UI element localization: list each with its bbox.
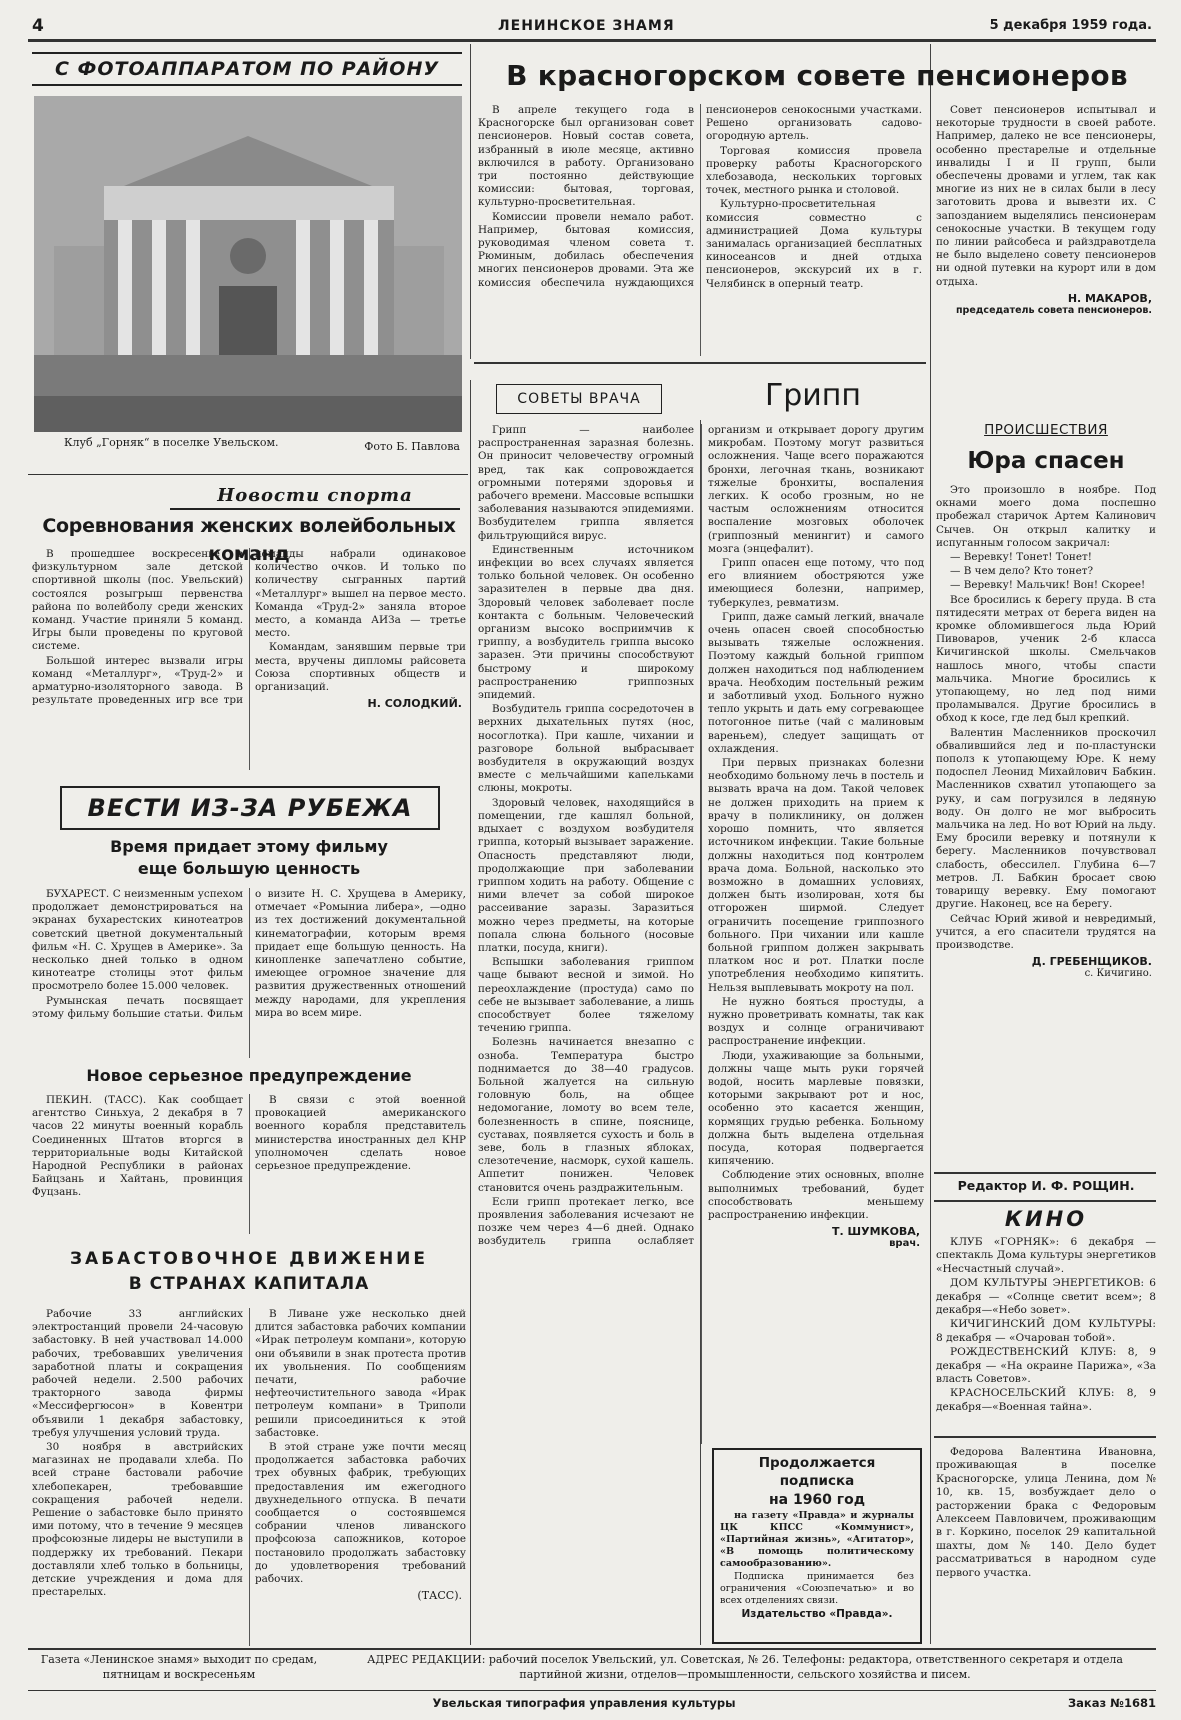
strike-headline: ЗАБАСТОВОЧНОЕ ДВИЖЕНИЕ В СТРАНАХ КАПИТАЛА — [69, 1249, 429, 1294]
flu-paragraph: Единственным источником инфекции во всех случаях является только больной человек. Он особенно заразителен в первые два дня. Здоровый человек заболевает после контакта с больным. Человеческий организм высоко восприимчив к гриппу, а возбудитель гриппа высоко заразен. Эти причины способствуют быстрому и широкому распространению гриппозных эпидемий. — [478, 543, 694, 702]
divorce-notice: Федорова Валентина Ивановна, проживающая в поселке Красногорске, улица Ленина, дом № 10, кв. 15, возбуждает дело о расторжении брака с Федоровым Алексеем Павловичем, проживающим в г. Коркино, поселок 29 капитальной шахты, дом № 140. Дело будет рассматриваться в народном суде первого участка. — [936, 1446, 1156, 1579]
pensioners-author-title: председатель совета пенсионеров. — [955, 304, 1152, 316]
incident-place: с. Кичигино. — [1084, 968, 1152, 980]
pensioners-paragraph: Совет пенсионеров испытывал и некоторые трудности в своей работе. Например, далеко не все пенсионеры, особенно престарелые и отдельные инвалиды I и II групп, были обеспечены дровами и углем, так как многие из них не в силах были в лесу заготовить дрова и вывезти их. С запозданием выделялись пенсионерам сенокосные участки. В текущем году по линии райсобеса и райздравотдела не было выделено совету пенсионеров ни одной путевки на курорт или в дом отдыха. — [936, 104, 1156, 288]
photo-credit: Фото Б. Павлова — [364, 440, 460, 453]
editor-line: Редактор И. Ф. РОЩИН. — [957, 1178, 1135, 1193]
flu-paragraph: Грипп опасен еще потому, что под его влиянием обостряются уже имеющиеся болезни, например, туберкулез, ревматизм. — [708, 557, 924, 609]
cinema-item: КРАСНОСЕЛЬСКИЙ КЛУБ: 8, 9 декабря—«Военная тайна». — [936, 1387, 1156, 1413]
pensioners-article — [478, 104, 922, 356]
pensioners-paragraph: Культурно-просветительная комиссия совместно с администрацией Дома культуры занималась организацией бесплатных киносеансов и дней отдыха пенсионеров, экскурсий их в г. Челябинск в оперный театр. — [706, 198, 922, 290]
subscription-text: на газету «Правда» и журналы ЦК КПСС «Коммунист», «Партийная жизнь», «Агитатор», «В помощь политическому самообразованию». — [720, 1510, 914, 1569]
flu-paragraph: При первых признаках болезни необходимо больному лечь в постель и вызвать врача на дом. Такой человек не должен приходить на прием к врачу в поликлинику, он должен хорошо помнить, что является источником инфекции. Такие больные должны находиться под контролем врача дома. Больной, насколько это возможно в домашних условиях, должен быть изолирован, хотя бы отгорожен ширмой. Следует ограничить посещение гриппозного больного. При чихании или кашле больной гриппом должен закрывать платком нос и рот. Платки после употребления необходимо кипятить. Нельзя выплевывать мокроту на пол. — [708, 757, 924, 994]
incident-paragraph: — Веревку! Тонет! Тонет! — [950, 551, 1092, 564]
incident-paragraph: Валентин Масленников проскочил обвалившийся лед и по-пластунски пополз к утопающему Юре. К нему подоспел Леонид Михайлович Бабкин. Масленников схватил утопающего за руку, и сам погрузился в ледяную воду. Он долго не мог выбросить мальчика на лед. Но вот Юрий на льду. Ему бросили веревку и потянули к берегу. Масленников почувствовал слабость, обессилел. Глубина 6—7 метров. Л. Бабкин бросает свою товарищу веревку. Ему помогают другие. Наконец, все на берегу. — [936, 726, 1156, 911]
footer-order: Заказ №1681 — [1067, 1696, 1156, 1710]
footer-rule — [28, 1648, 1156, 1650]
flu-paragraph: Возбудитель гриппа сосредоточен в верхних дыхательных путях (нос, носоглотка). При кашле, чихании и разговоре больной выбрасывает возбудителя в окружающий воздух вместе с мельчайшими капельками слюны, мокроты. — [478, 703, 694, 795]
newspaper-name: ЛЕНИНСКОЕ ЗНАМЯ — [498, 18, 675, 34]
warning-paragraph: ПЕКИН. (ТАСС). Как сообщает агентство Синьхуа, 2 декабря в 7 часов 22 минуты военный корабль Соединенных Штатов вторгся в территориальные воды Китайской Народной Республики в районах Байцзань и Хайтань, провинция Фуцзань. — [32, 1094, 243, 1199]
incident-paragraph: — В чем дело? Кто тонет? — [950, 565, 1094, 578]
incident-paragraph: Это произошло в ноябре. Под окнами моего дома поспешно пробежал старичок Артем Калинович Сычев. Он открыл калитку и испуганным голосом закричал: — [936, 484, 1156, 549]
sport-paragraph: Большой интерес вызвали игры команд «Металлург», «Труд-2» и арматурно-изоляторного завода. В результате проведенных игр все три команды набрали одинаковое количество очков. И только по количеству сыгранных партий «Металлург» вышел на первое место. Команда «Труд-2» заняла второе место, а команда АИЗа — третье место. — [32, 548, 466, 707]
flu-paragraph: Вспышки заболевания гриппом чаще бывают весной и зимой. Но переохлаждение (простуда) само по себе не вызывает заболевание, а лишь способствует более тяжелому течению гриппа. — [478, 956, 694, 1035]
column-rule — [470, 380, 471, 1645]
cinema-item: РОЖДЕСТВЕНСКИЙ КЛУБ: 8, 9 декабря — «На окраине Парижа», «За власть Советов». — [936, 1346, 1156, 1386]
footer-rule — [28, 1690, 1156, 1691]
photo-caption-row — [34, 436, 462, 454]
subscription-year: на 1960 год — [768, 1492, 866, 1508]
flu-rubric: СОВЕТЫ ВРАЧА — [496, 384, 662, 414]
flu-author: Т. ШУМКОВА, — [832, 1225, 920, 1239]
warning-article — [32, 1094, 466, 1234]
film-headline: Время придает этому фильму еще большую ценность — [110, 837, 388, 878]
section-rule — [28, 474, 468, 475]
strike-paragraph: В Ливане уже несколько дней длится забастовка рабочих компании «Ирак петролеум компани», которую они объявили в знак протеста против их увольнения. По сообщениям печати, рабочие нефтеочистительного завода «Ирак петролеум компани» в Триполи решили присоединиться к этой забастовке. — [255, 1308, 466, 1439]
pensioners-author: Н. МАКАРОВ, — [1067, 291, 1152, 305]
subscription-note: Подписка принимается без ограничения «Союзпечатью» и во всех отделениях связи. — [720, 1571, 914, 1606]
incident-article — [936, 484, 1156, 1170]
cinema-item: КЛУБ «ГОРНЯК»: 6 декабря — спектакль Дома культуры энергетиков «Несчастный случай». — [936, 1236, 1156, 1275]
issue-date: 5 декабря 1959 года. — [989, 18, 1152, 33]
column-rule — [930, 44, 931, 1644]
film-paragraph: Румынская печать посвящает этому фильму большие статьи. Фильм о визите Н. С. Хрущева в Америку, отмечает «Ромыниа либера», —одно из тех достижений документальной кинематографии, которым время придает еще большую ценность. На кинопленке запечатлено событие, имеющее огромное значение для развития дружественных отношений между народами, для укрепления мира во всем мире. — [32, 888, 466, 1020]
cinema-rubric: КИНО — [1004, 1207, 1088, 1231]
incident-author: Д. ГРЕБЕНЩИКОВ. — [1031, 955, 1152, 969]
strike-source: (ТАСС). — [417, 1589, 462, 1603]
subscription-headline: Продолжается подписка — [758, 1455, 876, 1489]
flu-paragraph: Грипп — наиболее распространенная заразная болезнь. Он приносит человечеству огромный вред, так как сопровождается огромными потерями здоровья и рабочего времени. Массовые вспышки заболевания называются эпидемиями. Возбудителем гриппа является фильтрующийся вирус. — [478, 424, 694, 542]
flu-paragraph: Соблюдение этих основных, вполне выполнимых требований, будет способствовать меньшему распространению инфекции. — [708, 1169, 924, 1221]
flu-paragraph: Не нужно бояться простуды, а нужно проветривать комнаты, так как воздух и солнце ограничивают распространение инфекции. — [708, 995, 924, 1048]
sport-paragraph: В прошедшее воскресенье в физкультурном зале детской спортивной школы (пос. Увельский) состоялся розыгрыш первенства района по волейболу среди женских команд. Участие приняли 5 команд. Игры были проведены по круговой системе. — [32, 548, 243, 653]
film-article — [32, 888, 466, 1058]
section-rule — [934, 1436, 1156, 1438]
sport-headline: Соревнования женских волейбольных команд — [42, 515, 456, 565]
column-rule — [470, 44, 471, 359]
cinema-item: ДОМ КУЛЬТУРЫ ЭНЕРГЕТИКОВ: 6 декабря — «Солнце светит всем»; 8 декабря—«Небо зовет». — [936, 1277, 1156, 1317]
footer-schedule: Газета «Ленинское знамя» выходит по средам, пятницам и воскресеньям — [40, 1653, 318, 1681]
section-rule — [934, 1172, 1156, 1174]
flu-article — [478, 424, 924, 1444]
incident-rubric: ПРОИСШЕСТВИЯ — [984, 422, 1108, 438]
warning-headline: Новое серьезное предупреждение — [86, 1066, 412, 1085]
pensioners-paragraph: Комиссии провели немало работ. Например, бытовая комиссия, руководимая членом совета т. Рюминым, добилась обеспечения многих пенсионеров дровами. Эта же комиссия обеспечила нуждающихся пенсионеров сенокосными участками. Решено организовать садово-огородную артель. — [478, 104, 922, 289]
strike-paragraph: Рабочие 33 английских электростанций провели 24-часовую забастовку. В ней участвовал 14.000 рабочих, требовавших увеличения заработной платы и сокращения рабочей недели. 2.500 рабочих тракторного завода фирмы «Мессифергюсон» в Ковентри объявили 1 декабря забастовку, требуя улучшения условий труда. — [32, 1308, 243, 1439]
club-building-icon — [34, 96, 462, 432]
pensioners-article-cont — [936, 104, 1156, 394]
photo-caption: Клуб „Горняк“ в поселке Увельском. — [64, 436, 279, 449]
masthead — [28, 14, 1156, 38]
sport-paragraph: Командам, занявшим первые три места, вручены дипломы райсовета Союза спортивных обществ и организаций. — [255, 641, 466, 694]
incident-paragraph: — Веревку! Мальчик! Вон! Скорее! — [950, 579, 1146, 592]
club-photo — [34, 96, 462, 432]
sport-article — [32, 548, 466, 770]
subscription-box — [712, 1448, 922, 1644]
incident-headline: Юра спасен — [967, 448, 1125, 474]
flu-paragraph: Здоровый человек, находящийся в помещении, где кашлял больной, вдыхает с воздухом возбудителя гриппа, который вызывает заражение. Опасность представляют люди, продолжающие при заболевании гриппом ходить на работу. Общение с ними влечет за собой широкое рассеивание заразы. Заразиться можно через предметы, на которые попала слюна больного (носовые платки, посуда, книги). — [478, 796, 694, 954]
section-rule — [474, 362, 926, 364]
sport-rubric: Новости спорта — [170, 484, 460, 510]
strike-paragraph: В этой стране уже почти месяц продолжается забастовка рабочих трех обувных фабрик, требующих предоставления им ежегодного двухнедельного отпуска. В печати сообщается о состоявшемся собрании членов ливанского профсоюза сапожников, которое постановило продолжать забастовку до удовлетворения требований рабочих. — [255, 1441, 466, 1586]
pensioners-paragraph: В апреле текущего года в Красногорске был организован совет пенсионеров. Новый состав совета, избранный в июле месяце, активно включился в работу. Организовано три постоянно действующие комиссии: бытовая, торговая, культурно-просветительная. — [478, 104, 694, 209]
page-number: 4 — [32, 16, 44, 36]
flu-author-title: врач. — [889, 1238, 920, 1250]
cinema-list — [936, 1236, 1156, 1432]
film-paragraph: БУХАРЕСТ. С неизменным успехом продолжает демонстрироваться на экранах бухарестских кинотеатров советский цветной документальный фильм «Н. С. Хрущев в Америке». За несколько дней только в одном кинотеатре столицы этот фильм просмотрело более 15.000 человек. — [32, 888, 243, 993]
cinema-item: КИЧИГИНСКИЙ ДОМ КУЛЬТУРЫ: 8 декабря — «Очарован тобой». — [936, 1318, 1156, 1344]
strike-article — [32, 1308, 466, 1646]
incident-paragraph: Все бросились к берегу пруда. В ста пятидесяти метрах от берега виден на кромке обломившегося льда Юрий Пивоваров, ученик 2-б класса Кичигинской школы. Смельчаков нашлось много, чтобы спасти мальчика. Многие бросились к утопающему, но лед под ними проламывался. Другие бросились в обход к косе, где лед был крепкий. — [936, 593, 1156, 725]
subscription-publisher: Издательство «Правда». — [741, 1608, 893, 1620]
incident-paragraph: Сейчас Юрий живой и невредимый, учится, а его спасители трудятся на производстве. — [936, 912, 1156, 951]
photo-rubric: С ФОТОАППАРАТОМ ПО РАЙОНУ — [32, 52, 462, 86]
pensioners-headline: В красногорском совете пенсионеров — [506, 59, 1128, 92]
flu-paragraph: Болезнь начинается внезапно с озноба. Температура быстро поднимается до 38—40 градусов. Больной жалуется на сильную головную боль, на общее недомогание, ломоту во всем теле, болезненность в спине, пояснице, суставах, появляется сухость и боль в зеве, боль в глазных яблоках, слезотечение, насморк, сухой кашель. Аппетит понижен. Человек становится очень раздражительным. — [478, 1036, 694, 1194]
section-rule — [934, 1200, 1156, 1202]
sport-author: Н. СОЛОДКИЙ. — [367, 697, 462, 711]
abroad-rubric: ВЕСТИ ИЗ-ЗА РУБЕЖА — [60, 786, 440, 830]
flu-paragraph: Грипп, даже самый легкий, вначале очень опасен своей способностью вызывать тяжелые осложнения. Поэтому каждый больной гриппом должен находиться под наблюдением врача. Необходим постельный режим и заботливый уход. Больного нужно тепло укрыть и дать ему согревающее потогонное питье (чай с малиновым вареньем), следует защищать от охлаждения. — [708, 610, 924, 755]
flu-headline: Грипп — [764, 378, 862, 413]
flu-paragraph: Если грипп протекает легко, все проявления заболевания исчезают не позже чем через 4—6 дней. Однако возбудитель гриппа ослабляет организм и открывает дорогу другим микробам. Поэтому могут развиться осложнения. Чаще всего поражаются бронхи, легочная ткань, возникают тяжелые бронхиты, воспаления легких. К особо грозным, но не частым осложнениям относится воспаление мозговых оболочек (гриппозный менингит) и самого мозга (энцефалит). — [478, 424, 924, 1248]
strike-paragraph: 30 ноября в австрийских магазинах не продавали хлеба. По всей стране бастовали рабочие хлебопекарен, требовавшие сокращения рабочей недели. Решение о забастовке было принято ими потому, что в течение 9 месяцев профсоюзные лидеры не выступили в поддержку их требований. Пекари доставляли хлеб только в больницы, детские учреждения и дома для престарелых. — [32, 1441, 243, 1599]
footer-printer: Увельская типография управления культуры — [432, 1696, 736, 1710]
masthead-rule — [28, 39, 1156, 42]
pensioners-paragraph: Торговая комиссия провела проверку работы Красногорского хлебозавода, нескольких торговых точек, местного рынка и столовой. — [706, 144, 922, 197]
warning-paragraph: В связи с этой военной провокацией американского военного корабля представитель министерства иностранных дел КНР уполномочен сделать новое серьезное предупреждение. — [255, 1094, 466, 1173]
footer-address: АДРЕС РЕДАКЦИИ: рабочий поселок Увельский, ул. Советская, № 26. Телефоны: редактора, ответственного секретаря и отдела партийной жизни, отделов—промышленности, сельского хозяйства и писем. — [367, 1653, 1123, 1681]
flu-paragraph: Люди, ухаживающие за больными, должны чаще мыть руки горячей водой, носить марлевые повязки, которыми закрывают рот и нос, особенно это касается женщин, кормящих грудью ребенка. Больному должна быть выделена отдельная посуда, которая подвергается кипячению. — [708, 1049, 924, 1168]
